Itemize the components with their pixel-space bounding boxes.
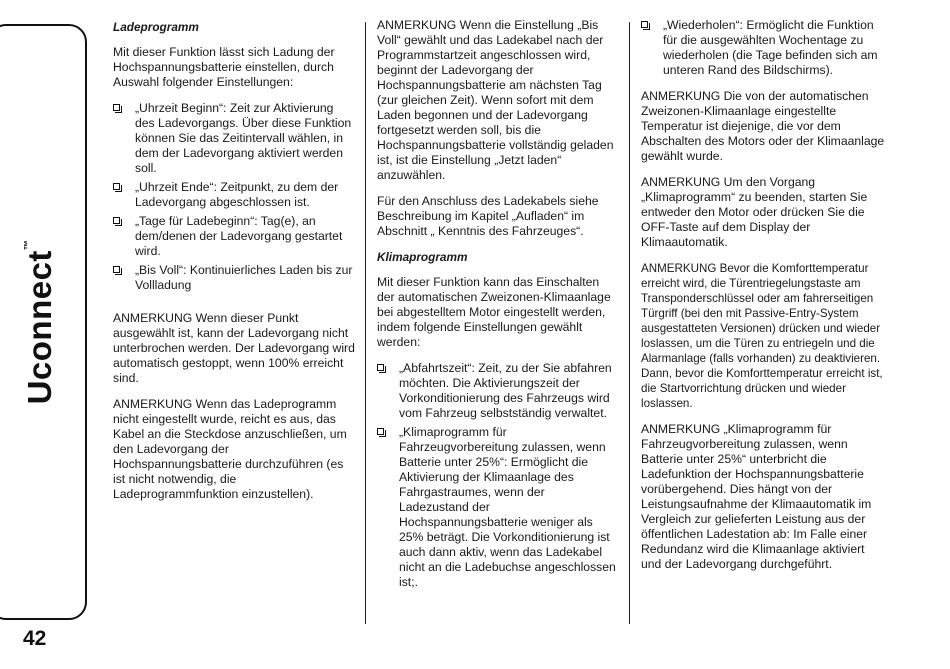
- note-paragraph: ANMERKUNG Die von der automatischen Zweizonen-Klimaanlage eingestellte Temperatur ist diejenige, die vor dem Abschalten des Motors oder der Klimaanlage gewählt wurde.: [641, 89, 885, 163]
- list-item: „Bis Voll“: Kontinuierliches Laden bis zur Vollladung: [113, 263, 355, 293]
- note-paragraph: ANMERKUNG Wenn das Ladeprogramm nicht eingestellt wurde, reicht es aus, das Kabel an die Steckdose anzuschließen, um den Ladevorgang der Hochspannungsbatterie durchzuführen (es ist nicht notwendig, die Ladeprogrammfunktion einzustellen).: [113, 397, 347, 501]
- note-paragraph: ANMERKUNG Bevor die Komforttemperatur erreicht wird, die Türentriegelungstaste am Transponderschlüssel oder am fahrerseitigen Türgriff (bei den mit Passive-Entry-System ausgestatteten Versionen) drücken und wieder loslassen, um die Türen zu entriegeln und die Alarmanlage (falls vorhanden) zu deaktivieren. Dann, bevor die Komforttemperatur erreicht ist, die Startvorrichtung drücken und wieder loslassen.: [641, 262, 883, 410]
- paragraph: Für den Anschluss des Ladekabels siehe Beschreibung im Kapitel „Aufladen“ im Abschnitt „ Kenntnis des Fahrzeuges“.: [377, 194, 599, 238]
- checkbox-bullet-icon: [113, 217, 120, 224]
- section-heading-ladeprogramm: Ladeprogramm: [113, 20, 199, 34]
- checkbox-bullet-icon: [377, 428, 384, 435]
- checkbox-bullet-icon: [377, 364, 384, 371]
- section-heading-klimaprogramm: Klimaprogramm: [377, 250, 468, 264]
- trademark-symbol: ™: [23, 239, 34, 251]
- list-item: „Uhrzeit Ende“: Zeitpunkt, zu dem der Ladevorgang abgeschlossen ist.: [113, 180, 355, 210]
- bullet-list: [377, 361, 617, 590]
- column-divider: [629, 22, 630, 624]
- checkbox-bullet-icon: [641, 21, 648, 28]
- list-item: „Uhrzeit Beginn“: Zeit zur Aktivierung des Ladevorgangs. Über diese Funktion können Sie das Zeitintervall wählen, in dem der Ladevorgang aktiviert werden soll.: [113, 101, 355, 176]
- checkbox-bullet-icon: [113, 266, 120, 273]
- chapter-title: [21, 240, 59, 405]
- column-1: [113, 18, 355, 513]
- page-number: 42: [23, 627, 47, 650]
- column-2: [377, 18, 617, 601]
- column-3: [641, 18, 885, 583]
- bullet-list: [113, 101, 355, 293]
- checkbox-bullet-icon: [113, 104, 120, 111]
- list-item: „Wiederholen“: Ermöglicht die Funktion für die ausgewählten Wochentage zu wiederholen (die Tage befinden sich am unteren Rand des Bildschirms).: [641, 18, 885, 78]
- note-paragraph: ANMERKUNG „Klimaprogramm für Fahrzeugvorbereitung zulassen, wenn Batterie unter 25%“ unterbricht die Ladefunktion der Hochspannungsbatterie vorübergehend. Dies hängt von der Leistungsaufnahme der Klimaautomatik im Vergleich zur gelieferten Leistung aus der öffentlichen Ladestation ab: Im Falle einer Redundanz wird die Klimaanlage aktiviert und der Ladevorgang durchgeführt.: [641, 422, 872, 571]
- paragraph: Mit dieser Funktion kann das Einschalten der automatischen Zweizonen-Klimaanlage bei abgestelltem Motor eingestellt werden, indem folgende Einstellungen gewählt werden:: [377, 275, 611, 349]
- bullet-list: [641, 18, 885, 78]
- list-item: „Abfahrtszeit“: Zeit, zu der Sie abfahren möchten. Die Aktivierungszeit der Vorkonditionierung des Fahrzeugs wird vom Fahrzeug selbstständig verwaltet.: [377, 361, 617, 421]
- note-paragraph: ANMERKUNG Wenn dieser Punkt ausgewählt ist, kann der Ladevorgang nicht unterbrochen werden. Der Ladevorgang wird automatisch gestoppt, wenn 100% erreicht sind.: [113, 311, 355, 385]
- list-item: „Tage für Ladebeginn“: Tag(e), an dem/denen der Ladevorgang gestartet wird.: [113, 214, 355, 259]
- brand-name: Uconnect: [21, 250, 58, 405]
- checkbox-bullet-icon: [113, 183, 120, 190]
- note-paragraph: ANMERKUNG Um den Vorgang „Klimaprogramm“ zu beenden, starten Sie entweder den Motor oder drücken Sie die OFF-Taste auf dem Display der Klimaautomatik.: [641, 175, 868, 249]
- paragraph: Mit dieser Funktion lässt sich Ladung der Hochspannungsbatterie einstellen, durch Auswahl folgender Einstellungen:: [113, 45, 335, 89]
- note-paragraph: ANMERKUNG Wenn die Einstellung „Bis Voll“ gewählt und das Ladekabel nach der Programmstartzeit angeschlossen wird, beginnt der Ladevorgang der Hochspannungsbatterie am nächsten Tag (zur gleichen Zeit). Wenn sofort mit dem Laden begonnen und der Ladevorgang fortgesetzt werden soll, bis die Hochspannungsbatterie vollständig geladen ist, ist die Einstellung „Jetzt laden“ anzuwählen.: [377, 18, 614, 182]
- column-divider: [365, 22, 366, 624]
- list-item: „Klimaprogramm für Fahrzeugvorbereitung zulassen, wenn Batterie unter 25%“: Ermöglicht die Aktivierung der Klimaanlage des Fahrgastraumes, wenn der Ladezustand der Hochspannungsbatterie weniger als 25% beträgt. Die Vorkonditionierung ist auch dann aktiv, wenn das Ladekabel nicht an die Ladebuchse angeschlossen ist;.: [377, 425, 617, 590]
